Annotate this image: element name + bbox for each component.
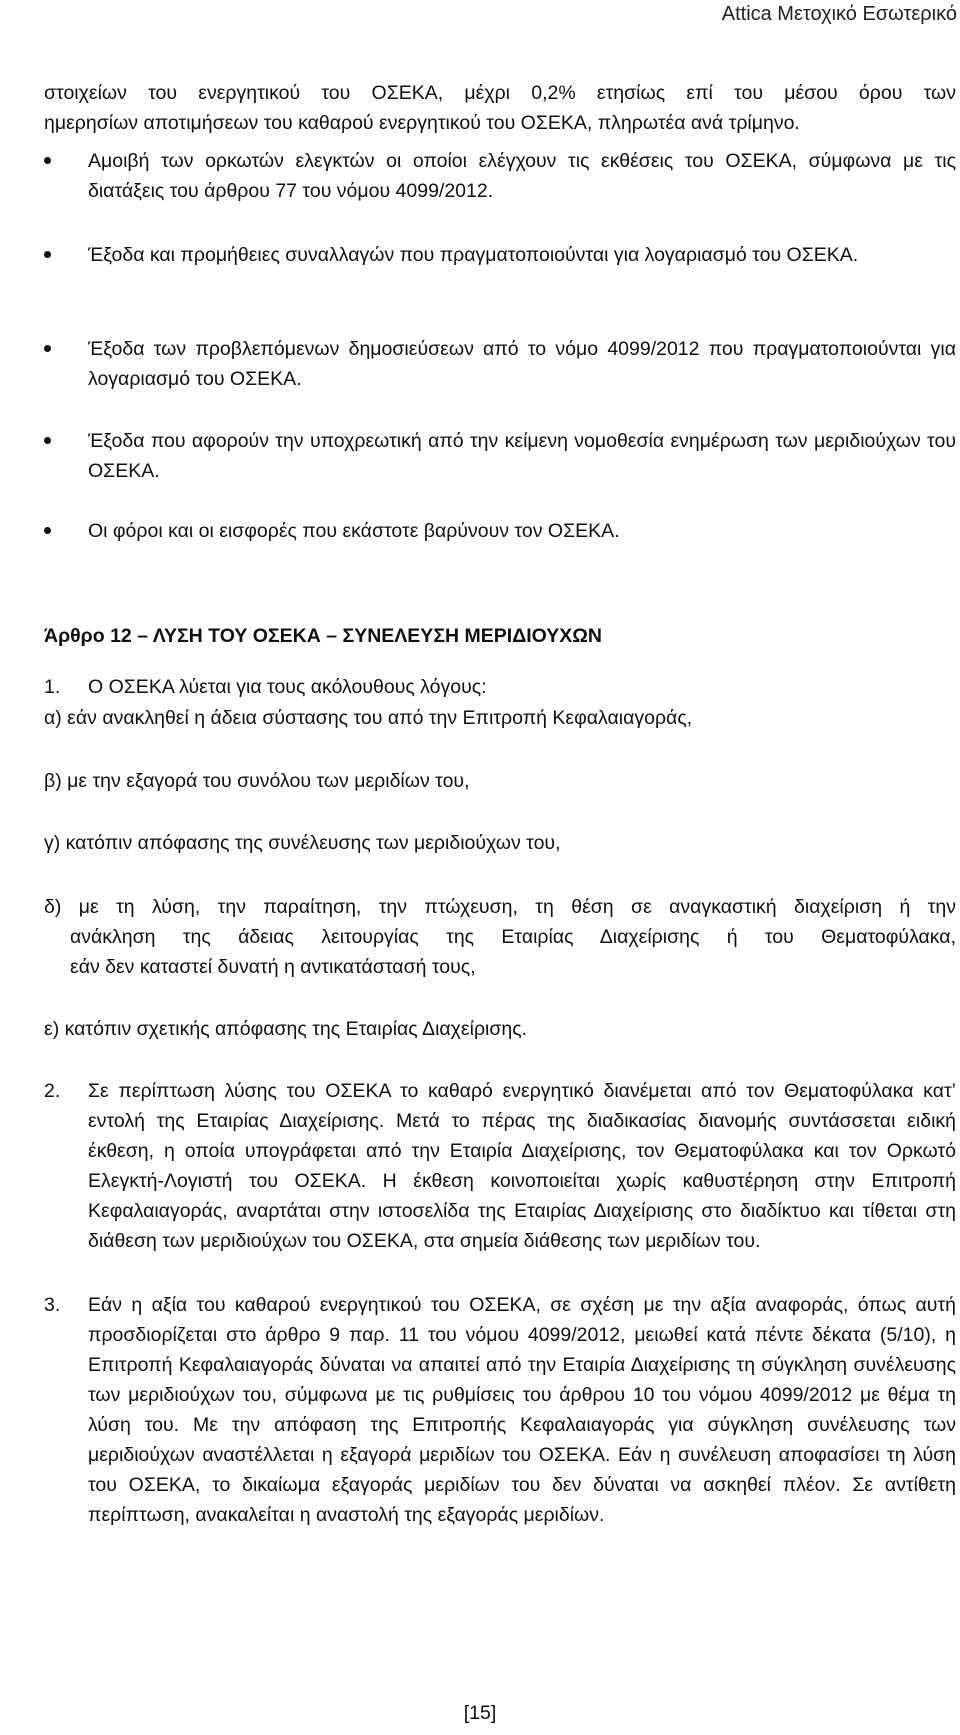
bullet-text: Οι φόροι και οι εισφορές που εκάστοτε βαρύνουν τον ΟΣΕΚΑ.	[88, 520, 620, 542]
page-number: [15]	[463, 1702, 497, 1724]
bullet-text: Αμοιβή των ορκωτών ελεγκτών οι οποίοι ελέγχουν τις εκθέσεις του ΟΣΕΚΑ, σύμφωνα με τις διατάξεις του άρθρου 77 του νόμου 4099/2012.	[88, 150, 956, 202]
bullet-icon	[44, 345, 51, 352]
bullet-text: Έξοδα που αφορούν την υποχρεωτική από την κείμενη νομοθεσία ενημέρωση των μεριδιούχων του ΟΣΕΚΑ.	[88, 430, 956, 482]
bullet-icon	[44, 251, 51, 258]
item-text: Σε περίπτωση λύσης του ΟΣΕΚΑ το καθαρό ενεργητικό διανέμεται από τον Θεματοφύλακα κατ’ εντολή της Εταιρίας Διαχείρισης. Μετά το πέρας της διαδικασίας διανομής συντάσσεται ειδική έκθεση, η οποία υπογράφεται από την Εταιρία Διαχείρισης, τον Θεματοφύλακα και τον Ορκωτό Ελεγκτή-Λογιστή του ΟΣΕΚΑ. Η έκθεση κοινοποιείται χωρίς καθυστέρηση στην Επιτροπή Κεφαλαιαγοράς, αναρτάται στην ιστοσελίδα της Εταιρίας Διαχείρισης στο διαδίκτυο και τίθεται στη διάθεση των μεριδιούχων του ΟΣΕΚΑ, στα σημεία διάθεσης των μεριδίων του.	[88, 1080, 956, 1252]
sub-item-b: β) με την εξαγορά του συνόλου των μεριδίων του,	[44, 770, 470, 792]
document-header: Attica Μετοχικό Εσωτερικό	[721, 3, 957, 25]
bullet-icon	[44, 157, 51, 164]
sub-item-d-line-3: εάν δεν καταστεί δυνατή η αντικατάστασή τους,	[70, 956, 476, 978]
item-number: 3.	[44, 1294, 61, 1316]
bullet-icon	[44, 437, 51, 444]
bullet-text: Έξοδα και προμήθειες συναλλαγών που πραγματοποιούνται για λογαριασμό του ΟΣΕΚΑ.	[88, 244, 859, 266]
item-number: 1.	[44, 676, 61, 698]
sub-item-d-line-1: δ) με τη λύση, την παραίτηση, την πτώχευση, τη θέση σε αναγκαστική διαχείριση ή την	[44, 896, 956, 918]
sub-item-a: α) εάν ανακληθεί η άδεια σύστασης του από την Επιτροπή Κεφαλαιαγοράς,	[44, 707, 693, 729]
item-text: Ο ΟΣΕΚΑ λύεται για τους ακόλουθους λόγους:	[88, 676, 487, 698]
article-heading: Άρθρο 12 – ΛΥΣΗ ΤΟΥ ΟΣΕΚΑ – ΣΥΝΕΛΕΥΣΗ ΜΕΡΙΔΙΟΥΧΩΝ	[44, 625, 602, 647]
sub-item-d-line-2: ανάκληση της άδειας λειτουργίας της Εταιρίας Διαχείρισης ή του Θεματοφύλακα,	[70, 926, 956, 948]
bullet-icon	[44, 527, 51, 534]
intro-line-2: ημερησίων αποτιμήσεων του καθαρού ενεργητικού του ΟΣΕΚΑ, πληρωτέα ανά τρίμηνο.	[44, 112, 800, 134]
sub-item-e: ε) κατόπιν σχετικής απόφασης της Εταιρίας Διαχείρισης.	[44, 1018, 528, 1040]
item-number: 2.	[44, 1080, 61, 1102]
intro-line-1: στοιχείων του ενεργητικού του ΟΣΕΚΑ, μέχρι 0,2% ετησίως επί του μέσου όρου των	[44, 82, 956, 104]
bullet-text: Έξοδα των προβλεπόμενων δημοσιεύσεων από το νόμο 4099/2012 που πραγματοποιούνται για λογαριασμό του ΟΣΕΚΑ.	[88, 338, 956, 390]
sub-item-c: γ) κατόπιν απόφασης της συνέλευσης των μεριδιούχων του,	[44, 832, 561, 854]
item-text: Εάν η αξία του καθαρού ενεργητικού του ΟΣΕΚΑ, σε σχέση με την αξία αναφοράς, όπως αυτή προσδιορίζεται στο άρθρο 9 παρ. 11 του νόμου 4099/2012, μειωθεί κατά πέντε δέκατα (5/10), η Επιτροπή Κεφαλαιαγοράς δύναται να απαιτεί από την Εταιρία Διαχείρισης τη σύγκληση συνέλευσης των μεριδιούχων του, σύμφωνα με τις ρυθμίσεις του άρθρου 10 του νόμου 4099/2012 με θέμα τη λύση του. Με την απόφαση της Επιτροπής Κεφαλαιαγοράς για σύγκληση συνέλευσης των μεριδιούχων αναστέλλεται η εξαγορά μεριδίων του ΟΣΕΚΑ. Εάν η συνέλευση αποφασίσει τη λύση του ΟΣΕΚΑ, το δικαίωμα εξαγοράς μεριδίων του δεν δύναται να ασκηθεί πλέον. Σε αντίθετη περίπτωση, ανακαλείται η αναστολή της εξαγοράς μεριδίων.	[88, 1294, 956, 1526]
